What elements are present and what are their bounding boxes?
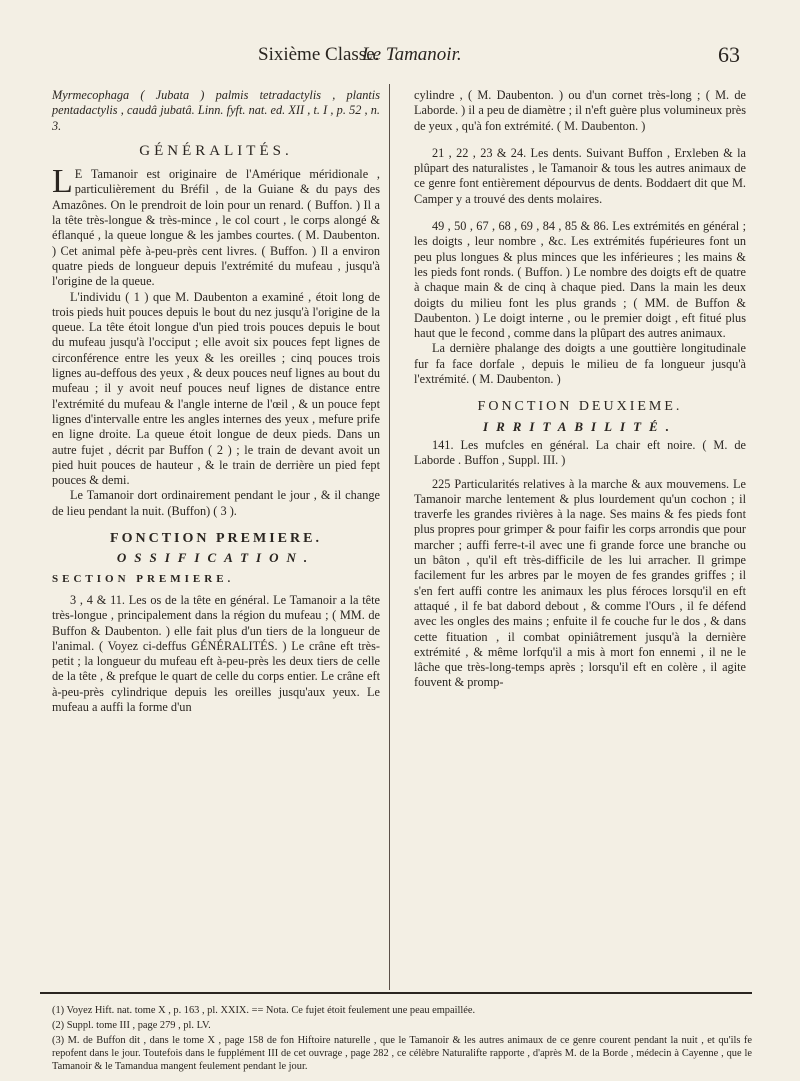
- page-number: 63: [718, 42, 740, 67]
- footnotes: [52, 1004, 752, 1075]
- heading-fonction-deuxieme: FONCTION DEUXIEME.: [477, 399, 683, 415]
- drop-cap: L: [52, 163, 73, 201]
- paragraph-snout: cylindre , ( M. Daubenton. ) ou d'un cornet très-long ; ( M. de Laborde. ) il a peu de diamètre ; il n'eft guère plus volumineux près de yeux , qu'à fon extrémité. ( M. Daubenton. ): [414, 88, 746, 133]
- column-divider: [389, 84, 390, 990]
- paragraph-extremities: 49 , 50 , 67 , 68 , 69 , 84 , 85 & 86. Les extrémités en général ; les doigts , leur nombre , &c. Les extrémités fupérieures font un peu plus longues & plus minces que les inférieures ; les mains & les pieds font ronds. ( Buffon. ) Le nombre des doigts eft de quatre à chaque main & de cinq à chaque pied. Dans la main les deux doigts du milieu font les plus grands ; ( MM. de Buffon & Daubenton. ) Le doigt interne , ou le premier doigt , eft fitué plus haut que le fecond , comme dans la plûpart des autres animaux.: [414, 219, 746, 341]
- running-header: [0, 44, 800, 74]
- paragraph-origin: [52, 163, 380, 289]
- footnote-rule: [40, 992, 752, 994]
- right-column: [414, 88, 746, 691]
- heading-irritabilite: IRRITABILITÉ.: [483, 418, 677, 434]
- paragraph-origin-text: E Tamanoir est originaire de l'Amérique méridionale , particulièrement du Bréfil , de la Guiane & du pays des Amazônes. On le prendroit de loin pour un renard. ( Buffon. ) Il a la tête très-longue & très-mince , le col court , le corps alongé & éflanqué , la queue longue & les jambes courtes. ( M. Daubenton. ) Cet animal pèfe à-peu-près cent livres. ( Buffon. ) Il a environ quatre pieds de longueur depuis l'extrémité du mufeau , jusqu'à l'origine de la queue.: [52, 167, 380, 289]
- header-class-title: Sixième Classe.: [258, 44, 380, 65]
- paragraph-measurements: L'individu ( 1 ) que M. Daubenton a examiné , étoit long de trois pieds huit pouces depuis le bout du nez jusqu'à l'origine de la queue. La tête étoit longue d'un pied trois pouces depuis le bout du mufeau jusqu'à l'occiput ; elle avoit six pouces fept lignes de circonférence entre les yeux & les oreilles ; cinq pouces trois lignes au-deffous des yeux , & deux pouces neuf lignes au bout du mufeau ; il y avoit neuf pouces neuf lignes de distance entre l'extrémité du mufeau & l'angle interne de l'œil , & un pouce fept lignes d'intervalle entre les angles internes des yeux , mefure prife en ligne droite. La queue étoit longue de deux pieds. Dans un autre fujet , décrit par Buffon ( 2 ) ; le train de devant avoit un pied huit pouces de hauteur , & le train de derrière un pied fept pouces & demi.: [52, 289, 380, 488]
- heading-ossification: OSSIFICATION.: [116, 550, 316, 566]
- header-animal-title: Le Tamanoir.: [362, 44, 462, 65]
- paragraph-muscles: 141. Les mufcles en général. La chair eft noire. ( M. de Laborde . Buffon , Suppl. III. ): [414, 437, 746, 468]
- paragraph-teeth: 21 , 22 , 23 & 24. Les dents. Suivant Buffon , Erxleben & la plûpart des naturalistes , le Tamanoir & tous les autres animaux de ce genre font entièrement dépourvus de dents. Boddaert dit que M. Camper y a trouvé des dents molaires.: [414, 145, 746, 206]
- heading-generalites: GÉNÉRALITÉS.: [139, 142, 293, 159]
- paragraph-habits: Le Tamanoir dort ordinairement pendant le jour , & il change de lieu pendant la nuit. (Buffon) ( 3 ).: [52, 488, 380, 518]
- footnote-3: (3) M. de Buffon dit , dans le tome X , page 158 de fon Hiftoire naturelle , que le Tamanoir & les autres animaux de ce genre courent pendant la nuit , et qu'ils fe repofent dans le jour. Toutefois dans le fupplément III de cet ouvrage , page 282 , ce célèbre Naturalifte rapporte , d'après M. de la Borde , médecin à Cayenne , que le Tamanoir & le Tamandua mangent feulement pendant le jour.: [52, 1035, 752, 1072]
- paragraph-phalange: La dernière phalange des doigts a une gouttière longitudinale fur fa face dorfale , depuis le milieu de fa longueur jusqu'à l'extrémité. ( M. Daubenton. ): [414, 341, 746, 387]
- left-column: [52, 88, 380, 715]
- footnote-1: (1) Voyez Hift. nat. tome X , p. 163 , pl. XXIX. == Nota. Ce fujet étoit feulement une peau empaillée.: [52, 1005, 476, 1016]
- paragraph-head-bones: 3 , 4 & 11. Les os de la tête en général. Le Tamanoir a la tête très-longue , principalement dans la région du mufeau ; ( MM. de Buffon & Daubenton. ) elle fait plus d'un tiers de la longueur de l'animal. ( Voyez ci-deffus GÉNÉRALITÉS. ) Le crâne eft très-petit ; la longueur du mufeau eft à-peu-près les deux tiers de celle de la tête , & prefque le quart de celle du corps entier. Le crâne eft à-peu-près cylindrique depuis les oreilles jusqu'aux yeux. Le mufeau a auffi la forme d'un: [52, 592, 380, 714]
- footnote-2: (2) Suppl. tome III , page 279 , pl. LV.: [52, 1020, 211, 1031]
- heading-section-premiere: SECTION PREMIERE.: [52, 572, 235, 585]
- heading-fonction-premiere: FONCTION PREMIERE.: [110, 531, 322, 547]
- paragraph-locomotion: 225 Particularités relatives à la marche & aux mouvemens. Le Tamanoir marche lentement & plus lourdement qu'un cochon ; il traverfe les grandes rivières à la nage. Ses mains & fes pieds font plus propres pour grimper & pour faifir les corps arrondis que pour marcher ; auffi ferre-t-il avec une fi grande force une branche ou un bâton , qu'il eft très-difficile de les lui arracher. Il grimpe facilement fur les arbres par le moyen de fes grandes griffes ; il s'en fert auffi contre les animaux les plus féroces lorsqu'il en eft attaqué , il fe bat dabord debout , & comme l'Ours , il fe défend avec les ongles des mains ; enfuite il fe couche fur le dos , & dans cette fituation , il combat opiniâtrement jusqu'à la dernière extrémité , & même lorfqu'il a mis à mort fon ennemi , il ne le lâche que très-long-temps après ; lorsqu'il eft en colère , il agite fouvent & promp-: [414, 476, 746, 690]
- latin-intro: Myrmecophaga ( Jubata ) palmis tetradactylis , plantis pentadactylis , caudâ jubatâ. Linn. fyft. nat. ed. XII , t. I , p. 52 , n. 3.: [52, 88, 380, 133]
